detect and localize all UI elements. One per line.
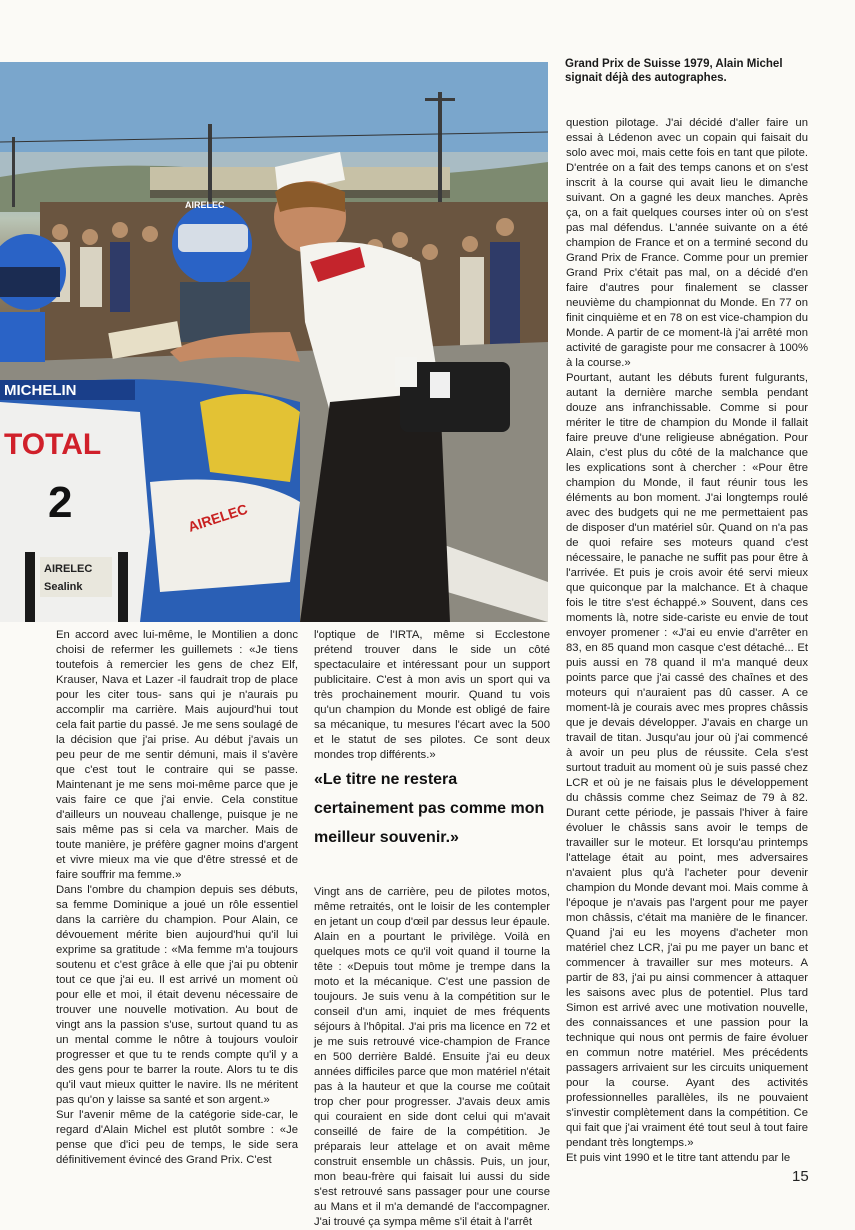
helmet-text: AIRELEC xyxy=(185,200,225,210)
paragraph: l'optique de l'IRTA, même si Ecclestone prétend trouver dans le side un côté spectaculaire et intéressant pour un support publicitaire. C'est à mon avis un sport qui va très prochainement mourir. Quand tu vois qu'un champion du Monde est obligé de faire sa mécanique, tu mesures l'écart avec la 500 et le statut de ses pilotes. Ce sont deux mondes trop différents.» xyxy=(314,629,550,761)
paragraph: En accord avec lui-même, le Montilien a donc choisi de refermer les guillemets : «Je tiens toutefois à remercier les gens de chez Elf, Krauser, Nava et Lazer -il faudrait trop de place pour les citer tous- sans qui je n'aurais pu accomplir ma carrière. Mais aujourd'hui tout cela fait partie du passé. Je me sens soulagé de la décision que j'ai prise. Au début j'avais un peu peur de me sentir démuni, mais il s'avère que c'est tout le contraire qui se passe. Maintenant je me sens moi-même parce que je vais faire ce que j'ai envie. Cela constitue d'ailleurs un nouveau challenge, puisque je ne sais même pas si cela va marcher. Mais de toute manière, je préfère gagner moins d'argent et vivre mieux ma vie que d'être stressé et de faire souffrir ma femme.» xyxy=(56,629,298,881)
sponsor-total: TOTAL xyxy=(4,428,102,461)
sidecar-photo-illustration xyxy=(0,62,548,622)
paragraph: question pilotage. J'ai décidé d'aller faire un essai à Lédenon avec un copain qui faisait du solo avec moi, mais cette fois en tant que pilote. D'entrée on a fait des temps canons et on s'est inscrit à la course qui avait lieu le dimanche suivant. On a gagné les deux manches. Après ça, on a fait quelques courses inter où on s'est pas mal défendus. L'année suivante on a été champion de France et on a terminé second du Grand Prix de France. Comme pour un premier Grand Prix c'était pas mal, on a décidé d'en faire d'autres pour finalement se classer neuvième du championnat du Monde. En 77 on finit cinquième et en 78 on est vice-champion du Monde. A partir de ce moment-là j'ai arrêté mon activité de garagiste pour me consacrer à 100% à la course.» xyxy=(566,117,808,369)
sidecar-number: 2 xyxy=(48,478,73,527)
article-column-2-bottom xyxy=(314,885,550,1230)
article-column-1 xyxy=(56,628,298,1168)
paragraph: Sur l'avenir même de la catégorie side-car, le regard d'Alain Michel est plutôt sombre : «Je pense que d'ici peu de temps, le side sera définitivement évincé des Grand Prix. C'est xyxy=(56,1109,298,1166)
paragraph: Vingt ans de carrière, peu de pilotes motos, même retraités, ont le loisir de les contempler en jetant un coup d'œil par dessus leur épaule. Alain en a pourtant le privilège. Voilà en quelques mots ce qu'il voit quand il tourne la tête : «Depuis tout môme je trempe dans la moto et la mécanique. C'est une passion de toujours. Je suis venu à la compétition sur le conseil d'un ami, inquiet de mes fréquents séjours à l'hôpital. J'ai pris ma licence en 72 et je me suis retrouvé vice-champion de France en 500 derrière Baldé. Ensuite j'ai eu deux années difficiles parce que mon matériel n'était pas à la hauteur et que la course me coûtait trop cher pour progresser. J'avais deux amis qui couraient en side dont celui qui m'avait conseillé de faire de la compétition. Je préparais leur attelage et on avait même construit ensemble un châssis. Puis, un jour, mon beau-frère qui faisait lui aussi du side s'est retrouvé sans passager pour une course au Mans et il m'a demandé de l'accompagner. J'ai trouvé ça sympa même s'il était à l'arrêt xyxy=(314,886,550,1228)
article-photo xyxy=(0,62,548,622)
pull-quote: «Le titre ne restera certainement pas comme mon meilleur souvenir.» xyxy=(314,771,545,846)
sponsor-airelec-front: AIRELEC xyxy=(44,563,93,575)
sponsor-sealink: Sealink xyxy=(44,581,83,593)
sponsor-airelec-side: AIRELEC xyxy=(185,500,250,535)
article-column-3 xyxy=(566,116,808,1166)
page-number: 15 xyxy=(792,1168,809,1185)
photo-caption: Grand Prix de Suisse 1979, Alain Michel signait déjà des autographes. xyxy=(565,58,783,84)
sponsor-michelin: MICHELIN xyxy=(4,382,77,399)
paragraph: Pourtant, autant les débuts furent fulgurants, autant la dernière marche sembla pendant douze ans infranchissable. Comme si pour mériter le titre de champion du Monde il fallait faire preuve d'une religieuse abnégation. Pour Alain, c'est plus du côté de la malchance que les explications sont à chercher : «Pour être champion du Monde, il faut réunir tous les éléments au bon moment. J'ai longtemps roulé avec des budgets qui ne me permettaient pas de disposer d'un matériel sûr. Quand on n'a pas de quoi refaire ses moteurs quand c'est nécessaire, le panache ne suffit pas pour être à l'arrivée. Et puis je crois avoir été servi mieux que quiconque par la malchance. Et à chaque fois le titre s'est échappé.» Souvent, dans ces moments là, notre side-cariste eu envie de tout envoyer promener : «J'ai eu envie d'arrêter en 83, en 85 quand mon casque c'est détaché... Et puis aussi en 78 quand il m'a manqué deux points parce que j'ai cassé des chaînes et des moteurs qui n'auraient pas dû casser. A ce moment-là je courais avec mes propres châssis que je devais développer. J'avais en charge un travail de titan. Jusqu'au jour où j'ai commencé à avoir un peu plus de réussite. Cela s'est surtout traduit au moment où je suis passé chez LCR et où je ne faisais plus le développement du châssis comme chez Seimaz de 79 à 82. Durant cette période, je passais l'hiver à faire évoluer le châssis sans avoir le temps de travailler sur le moteur. Et lorsqu'au printemps l'attelage était au point, mes adversaires n'avaient plus qu'à l'acheter pour devenir champion du Monde devant moi. Mais comme à l'époque je n'avais pas l'argent pour me payer mon châssis, c'était ma manière de le financer. Quand j'ai eu les moyens d'acheter mon matériel chez LCR, j'ai pu me payer un banc et commencer à travailler sur mes moteurs. A partir de 83, j'ai pu ainsi commencer à attaquer les saisons avec plus de potentiel. Plus tard Simon est arrivé avec une motivation nouvelle, des connaissances et une passion pour la technique qui nous ont permis de faire évoluer en commun notre matériel. Mes précédents passagers arrivaient sur les circuits uniquement pour la course. Ayant des activités professionnelles parallèles, ils ne pouvaient s'investir complètement dans la compétition. Ce qui fait que j'ai vraiment été tout seul à tout faire pendant très longtemps.» xyxy=(566,372,808,1149)
article-column-2-top xyxy=(314,628,550,763)
paragraph: Dans l'ombre du champion depuis ses débuts, sa femme Dominique a joué un rôle essentiel dans la carrière du champion. Pour Alain, ce dévouement mérite bien aujourd'hui qu'il lui exprime sa gratitude : «Ma femme m'a toujours soutenu et c'est grâce à elle que j'ai pu obtenir tout ce que j'ai eu. Il est arrivé un moment où pour elle et moi, il était devenu nécessaire de trouver une nouvelle motivation. Au bout de vingt ans la passion s'use, surtout quand tu as un mental comme le nôtre à toujours vouloir progresser et que tu te rends compte qu'il y a des gens pour te barrer la route. Alors tu te dis qu'il vaut mieux quitter le navire. Ils ne méritent pas qu'on y laisse sa santé et son argent.» xyxy=(56,884,298,1106)
paragraph: Et puis vint 1990 et le titre tant attendu par le xyxy=(566,1152,791,1164)
